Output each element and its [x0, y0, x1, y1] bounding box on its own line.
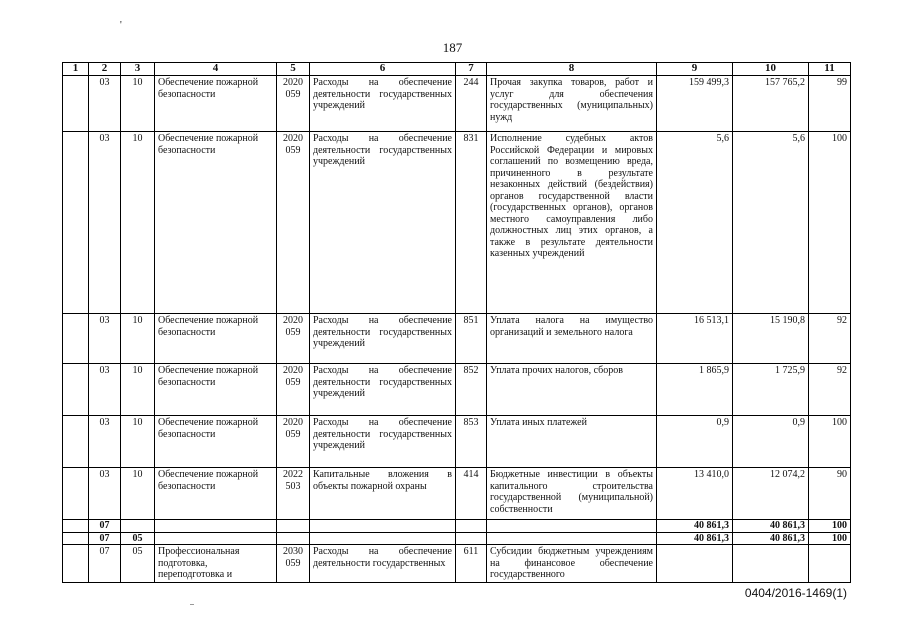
scan-speck: [190, 604, 194, 605]
empty-cell: [277, 520, 310, 533]
cell-expense-name: Субсидии бюджетным учреждениям на финансовое обеспечение государственного: [487, 545, 657, 583]
cell-name: Обеспечение пожарной безопасности: [155, 416, 277, 468]
cell-target-code: 2020 059: [277, 416, 310, 468]
cell-executed: 5,6: [733, 132, 809, 314]
empty-cell: [487, 532, 657, 545]
cell-section: 03: [89, 416, 121, 468]
cell-subsection: 05: [121, 532, 155, 545]
cell-target-name: Расходы на обеспечение деятельности государственных учреждений: [310, 132, 456, 314]
cell-expense-type: 611: [456, 545, 487, 583]
cell-col1: [63, 314, 89, 364]
cell-subsection: [121, 520, 155, 533]
cell-name: Обеспечение пожарной безопасности: [155, 314, 277, 364]
cell-planned: 40 861,3: [657, 520, 733, 533]
cell-section: 03: [89, 468, 121, 520]
cell-executed: 1 725,9: [733, 364, 809, 416]
empty-cell: [310, 532, 456, 545]
column-header: 3: [121, 63, 155, 76]
cell-target-code: 2022 503: [277, 468, 310, 520]
cell-percent: 92: [809, 314, 851, 364]
cell-name: Обеспечение пожарной безопасности: [155, 468, 277, 520]
cell-subsection: 10: [121, 364, 155, 416]
cell-percent: 99: [809, 76, 851, 132]
column-header: 7: [456, 63, 487, 76]
cell-executed: 40 861,3: [733, 520, 809, 533]
cell-name: Профессиональная подготовка, переподготовка и: [155, 545, 277, 583]
table-row: [63, 545, 851, 583]
cell-expense-type: 851: [456, 314, 487, 364]
cell-planned: 16 513,1: [657, 314, 733, 364]
cell-target-name: Расходы на обеспечение деятельности государственных учреждений: [310, 364, 456, 416]
cell-planned: 0,9: [657, 416, 733, 468]
cell-section: 03: [89, 76, 121, 132]
cell-planned: 1 865,9: [657, 364, 733, 416]
cell-expense-type: 831: [456, 132, 487, 314]
column-header: 6: [310, 63, 456, 76]
budget-table: [62, 62, 851, 583]
cell-expense-name: Исполнение судебных актов Российской Федерации и мировых соглашений по возмещению вреда, причиненного в результате незаконных действий (бездействия) органов государственной власти (государственных органов), органов местного самоуправления либо должностных лиц этих органов, а также в результате деятельности казенных учреждений: [487, 132, 657, 314]
cell-target-code: 2020 059: [277, 314, 310, 364]
cell-col1: [63, 364, 89, 416]
cell-subsection: 10: [121, 132, 155, 314]
empty-cell: [155, 532, 277, 545]
empty-cell: [487, 520, 657, 533]
document-code: 0404/2016-1469(1): [744, 586, 847, 600]
cell-expense-name: Уплата налога на имущество организаций и земельного налога: [487, 314, 657, 364]
cell-name: Обеспечение пожарной безопасности: [155, 76, 277, 132]
cell-percent: 100: [809, 520, 851, 533]
column-header: 11: [809, 63, 851, 76]
cell-target-name: Расходы на обеспечение деятельности государственных учреждений: [310, 314, 456, 364]
cell-expense-name: Прочая закупка товаров, работ и услуг для обеспечения государственных (муниципальных) нужд: [487, 76, 657, 132]
cell-expense-type: 852: [456, 364, 487, 416]
empty-cell: [456, 532, 487, 545]
cell-col1: [63, 132, 89, 314]
cell-subsection: 10: [121, 468, 155, 520]
cell-name: Обеспечение пожарной безопасности: [155, 132, 277, 314]
table-row: [63, 364, 851, 416]
cell-percent: 92: [809, 364, 851, 416]
empty-cell: [63, 520, 89, 533]
column-header: 5: [277, 63, 310, 76]
column-number-row: [63, 63, 851, 76]
cell-section: 07: [89, 545, 121, 583]
column-header: 4: [155, 63, 277, 76]
cell-col1: [63, 416, 89, 468]
cell-expense-type: 244: [456, 76, 487, 132]
cell-target-code: 2020 059: [277, 364, 310, 416]
cell-expense-type: 853: [456, 416, 487, 468]
total-row: [63, 520, 851, 533]
total-row: [63, 532, 851, 545]
cell-expense-type: 414: [456, 468, 487, 520]
cell-subsection: 10: [121, 416, 155, 468]
cell-percent: 100: [809, 532, 851, 545]
cell-planned: 40 861,3: [657, 532, 733, 545]
scan-mark: ': [120, 20, 122, 31]
cell-executed: 15 190,8: [733, 314, 809, 364]
cell-expense-name: Уплата прочих налогов, сборов: [487, 364, 657, 416]
cell-section: 07: [89, 532, 121, 545]
cell-subsection: 05: [121, 545, 155, 583]
column-header: 2: [89, 63, 121, 76]
cell-executed: 157 765,2: [733, 76, 809, 132]
column-header: 8: [487, 63, 657, 76]
cell-executed: 40 861,3: [733, 532, 809, 545]
cell-percent: 100: [809, 416, 851, 468]
cell-subsection: 10: [121, 76, 155, 132]
empty-cell: [63, 532, 89, 545]
cell-planned: 159 499,3: [657, 76, 733, 132]
cell-col1: [63, 76, 89, 132]
cell-target-code: 2020 059: [277, 132, 310, 314]
column-header: 9: [657, 63, 733, 76]
cell-percent: 100: [809, 132, 851, 314]
table-row: [63, 76, 851, 132]
table-row: [63, 416, 851, 468]
column-header: 10: [733, 63, 809, 76]
cell-col1: [63, 545, 89, 583]
cell-col1: [63, 468, 89, 520]
cell-expense-name: Уплата иных платежей: [487, 416, 657, 468]
cell-subsection: 10: [121, 314, 155, 364]
empty-cell: [456, 520, 487, 533]
cell-planned: 13 410,0: [657, 468, 733, 520]
cell-percent: [809, 545, 851, 583]
cell-target-name: Расходы на обеспечение деятельности государственных: [310, 545, 456, 583]
cell-target-name: Капитальные вложения в объекты пожарной охраны: [310, 468, 456, 520]
empty-cell: [277, 532, 310, 545]
cell-expense-name: Бюджетные инвестиции в объекты капитального строительства государственной (муниципальной) собственности: [487, 468, 657, 520]
cell-planned: [657, 545, 733, 583]
cell-executed: 12 074,2: [733, 468, 809, 520]
cell-percent: 90: [809, 468, 851, 520]
column-header: 1: [63, 63, 89, 76]
empty-cell: [155, 520, 277, 533]
cell-executed: [733, 545, 809, 583]
cell-section: 03: [89, 132, 121, 314]
cell-target-code: 2020 059: [277, 76, 310, 132]
page-number: 187: [442, 40, 463, 55]
cell-target-name: Расходы на обеспечение деятельности государственных учреждений: [310, 416, 456, 468]
table-row: [63, 468, 851, 520]
table-row: [63, 132, 851, 314]
empty-cell: [310, 520, 456, 533]
cell-executed: 0,9: [733, 416, 809, 468]
cell-section: 03: [89, 314, 121, 364]
cell-target-code: 2030 059: [277, 545, 310, 583]
table-row: [63, 314, 851, 364]
cell-name: Обеспечение пожарной безопасности: [155, 364, 277, 416]
cell-section: 03: [89, 364, 121, 416]
cell-planned: 5,6: [657, 132, 733, 314]
cell-section: 07: [89, 520, 121, 533]
cell-target-name: Расходы на обеспечение деятельности государственных учреждений: [310, 76, 456, 132]
